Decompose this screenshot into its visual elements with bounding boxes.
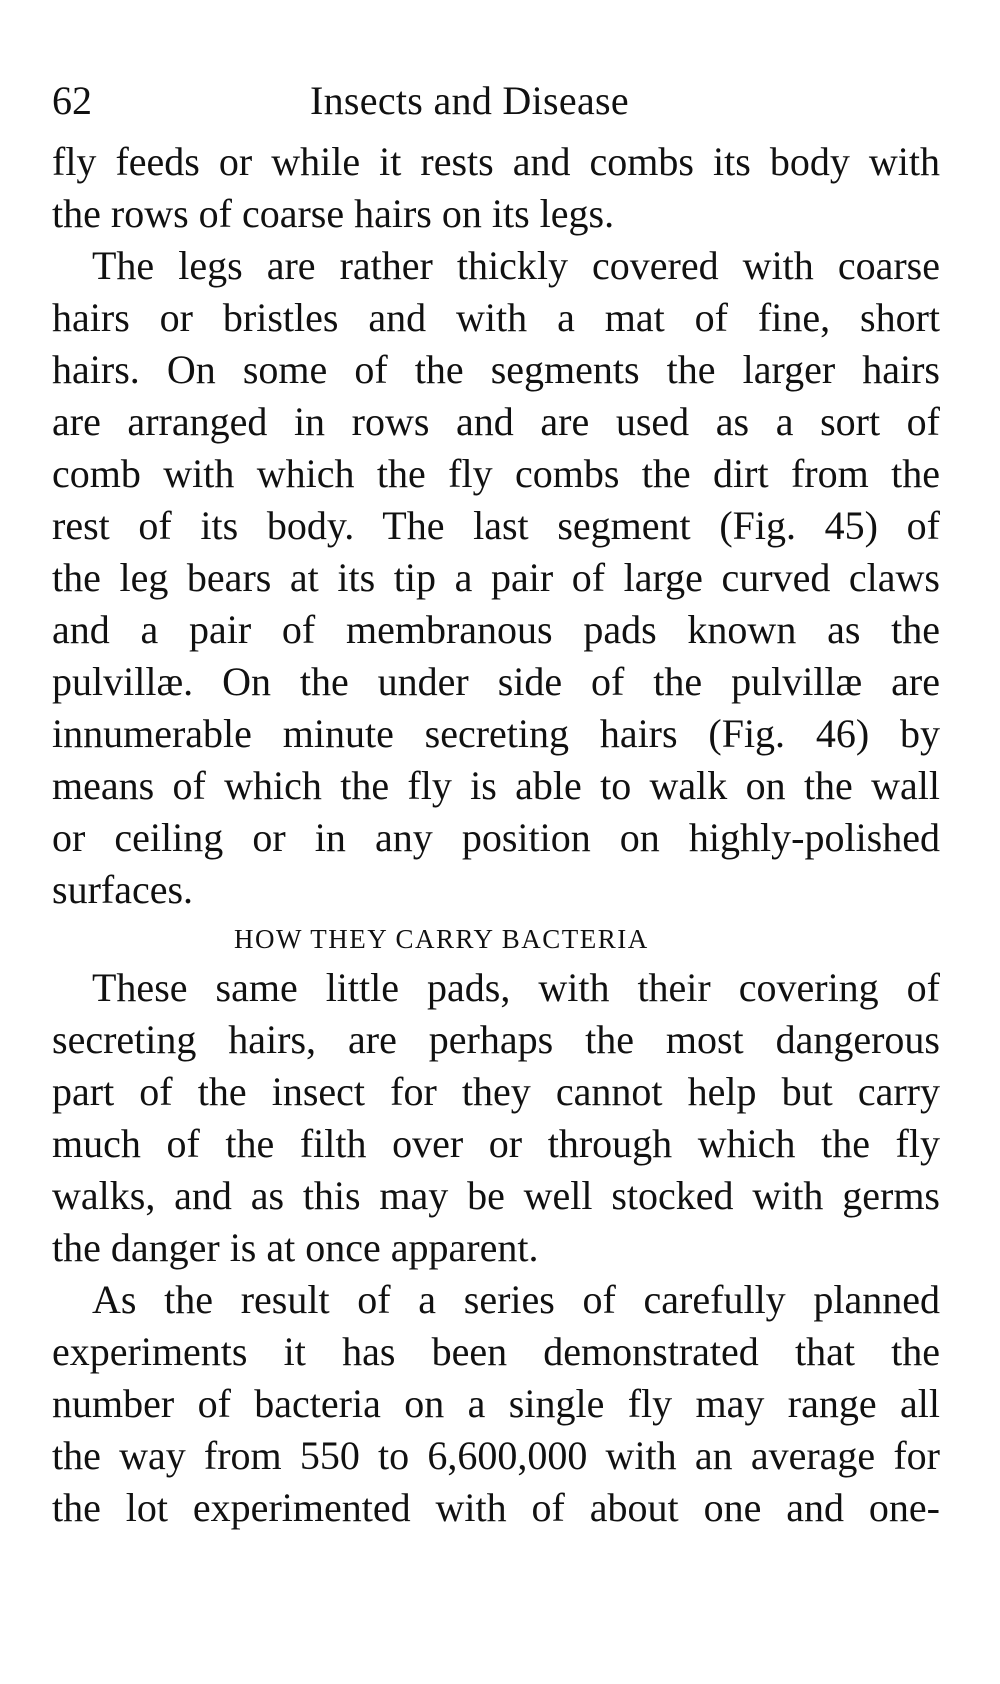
book-page <box>52 72 940 1534</box>
text-line: As the result of a series of carefully planned <box>92 1277 940 1322</box>
text-line: comb with which the fly combs the dirt from the <box>52 451 940 496</box>
text-line: and a pair of membranous pads known as the <box>52 607 940 652</box>
text-line: hairs. On some of the segments the larger hairs <box>52 347 940 392</box>
text-line: pulvillæ. On the under side of the pulvillæ are <box>52 659 940 704</box>
text-line: the lot experimented with of about one and one- <box>52 1485 940 1530</box>
paragraph-experiments <box>52 1274 940 1534</box>
text-line: walks, and as this may be well stocked with germs <box>52 1173 940 1218</box>
running-head <box>52 72 940 130</box>
text-line: surfaces. <box>52 867 194 912</box>
text-line: are arranged in rows and are used as a sort of <box>52 399 940 444</box>
text-line: rest of its body. The last segment (Fig. 45) of <box>52 503 940 548</box>
text-line: experiments it has been demonstrated that the <box>52 1329 940 1374</box>
text-line: the rows of coarse hairs on its legs. <box>52 191 615 236</box>
body-text <box>52 136 940 1534</box>
paragraph-pads <box>52 962 940 1274</box>
text-line: secreting hairs, are perhaps the most dangerous <box>52 1017 940 1062</box>
text-line: means of which the fly is able to walk on the wall <box>52 763 940 808</box>
text-line: fly feeds or while it rests and combs its body with <box>52 139 940 184</box>
text-line: or ceiling or in any position on highly-polished <box>52 815 940 860</box>
text-line: part of the insect for they cannot help but carry <box>52 1069 940 1114</box>
text-line: much of the filth over or through which the fly <box>52 1121 940 1166</box>
paragraph-legs <box>52 240 940 916</box>
text-line: innumerable minute secreting hairs (Fig. 46) by <box>52 711 940 756</box>
text-line: number of bacteria on a single fly may range all <box>52 1381 940 1426</box>
text-line: hairs or bristles and with a mat of fine, short <box>52 295 940 340</box>
running-title: Insects and Disease <box>310 78 629 123</box>
page-number: 62 <box>52 78 92 123</box>
text-line: the way from 550 to 6,600,000 with an average for <box>52 1433 940 1478</box>
section-heading: HOW THEY CARRY BACTERIA <box>234 924 649 954</box>
paragraph-continuation <box>52 136 940 240</box>
text-line: the danger is at once apparent. <box>52 1225 539 1270</box>
text-line: the leg bears at its tip a pair of large curved claws <box>52 555 940 600</box>
text-line: These same little pads, with their covering of <box>92 965 940 1010</box>
text-line: The legs are rather thickly covered with coarse <box>92 243 940 288</box>
